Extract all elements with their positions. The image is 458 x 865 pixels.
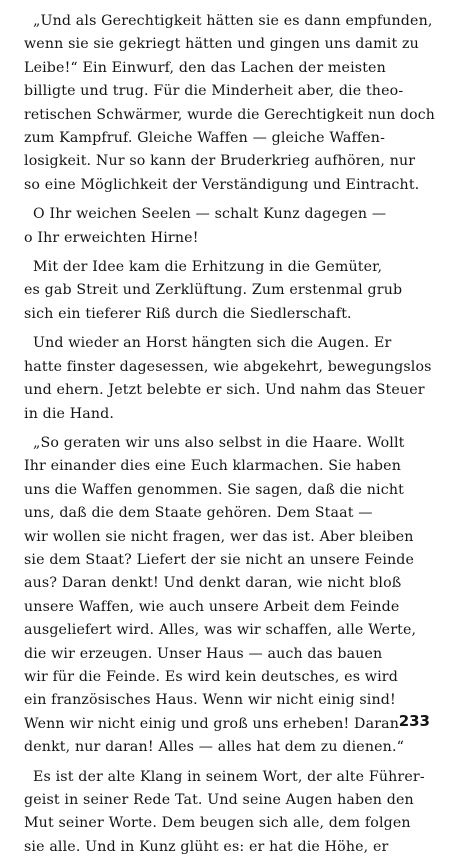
page-number: 233 xyxy=(398,712,430,730)
text-line: ausgeliefert wird. Alles, was wir schaffen, alle Werte, xyxy=(24,622,417,639)
paragraph xyxy=(24,332,436,426)
text-line: sie dem Staat? Liefert der sie nicht an unsere Feinde xyxy=(24,551,415,568)
text-line: „Und als Gerechtigkeit hätten sie es dann empfunden, xyxy=(33,13,433,29)
paragraph xyxy=(24,10,436,197)
text-line: es gab Streit und Zerklüftung. Zum erstenmal grub xyxy=(24,282,403,299)
text-line: losigkeit. Nur so kann der Bruderkrieg aufhören, nur xyxy=(24,153,416,170)
paragraph xyxy=(24,432,436,760)
text-line: hatte finster dagesessen, wie abgekehrt, bewegungslos xyxy=(24,358,432,375)
body-text xyxy=(24,10,436,865)
text-line: in die Hand. xyxy=(24,405,115,422)
text-line: uns die Waffen genommen. Sie sagen, daß die nicht xyxy=(24,481,404,498)
text-line: uns, daß die dem Staate gehören. Dem Staat — xyxy=(24,505,373,522)
text-line: sich ein tieferer Riß durch die Siedlerschaft. xyxy=(24,305,352,322)
text-line: aus? Daran denkt! Und denkt daran, wie nicht bloß xyxy=(24,575,402,592)
text-line: wir für die Feinde. Es wird kein deutsches, es wird xyxy=(24,668,398,685)
text-line: O Ihr weichen Seelen — schalt Kunz dagegen — xyxy=(33,206,387,223)
text-line: Leibe!“ Ein Einwurf, den das Lachen der meisten xyxy=(24,59,386,76)
text-line: wir wollen sie nicht fragen, wer das ist. Aber bleiben xyxy=(24,528,414,545)
paragraph xyxy=(24,766,436,860)
text-line: billigte und trug. Für die Minderheit aber, die theo- xyxy=(24,83,404,100)
text-line: Es ist der alte Klang in seinem Wort, der alte Führer- xyxy=(33,768,425,785)
text-line: Mit der Idee kam die Erhitzung in die Gemüter, xyxy=(33,259,383,276)
text-line: und ehern. Jetzt belebte er sich. Und nahm das Steuer xyxy=(24,382,425,399)
text-line: geist in seiner Rede Tat. Und seine Augen haben den xyxy=(24,792,414,808)
text-line: Ihr einander dies eine Euch klarmachen. Sie haben xyxy=(24,458,401,475)
text-line: o Ihr erweichten Hirne! xyxy=(24,229,199,246)
paragraph xyxy=(24,203,436,250)
text-line: die wir erzeugen. Unser Haus — auch das bauen xyxy=(24,645,383,662)
text-line: Wenn wir nicht einig und groß uns erheben! Daran xyxy=(24,715,400,732)
text-line: zum Kampfruf. Gleiche Waffen — gleiche Waffen- xyxy=(24,130,386,147)
text-line: wenn sie sie gekriegt hätten und gingen uns damit zu xyxy=(24,36,419,53)
paragraph xyxy=(24,256,436,326)
text-line: so eine Möglichkeit der Verständigung und Eintracht. xyxy=(24,176,420,193)
text-line: sie alle. Und in Kunz glüht es: er hat die Höhe, er xyxy=(24,838,389,855)
text-line: ein französisches Haus. Wenn wir nicht einig sind! xyxy=(24,692,396,709)
text-line: „So geraten wir uns also selbst in die Haare. Wollt xyxy=(33,434,405,451)
text-line: Und wieder an Horst hängten sich die Augen. Er xyxy=(33,335,392,352)
text-line: Mut seiner Worte. Dem beugen sich alle, dem folgen xyxy=(24,815,411,832)
text-line: retischen Schwärmer, wurde die Gerechtigkeit nun doch xyxy=(24,106,435,123)
text-line: denkt, nur daran! Alles — alles hat dem zu dienen.“ xyxy=(24,739,405,756)
text-line: unsere Waffen, wie auch unsere Arbeit dem Feinde xyxy=(24,598,400,615)
